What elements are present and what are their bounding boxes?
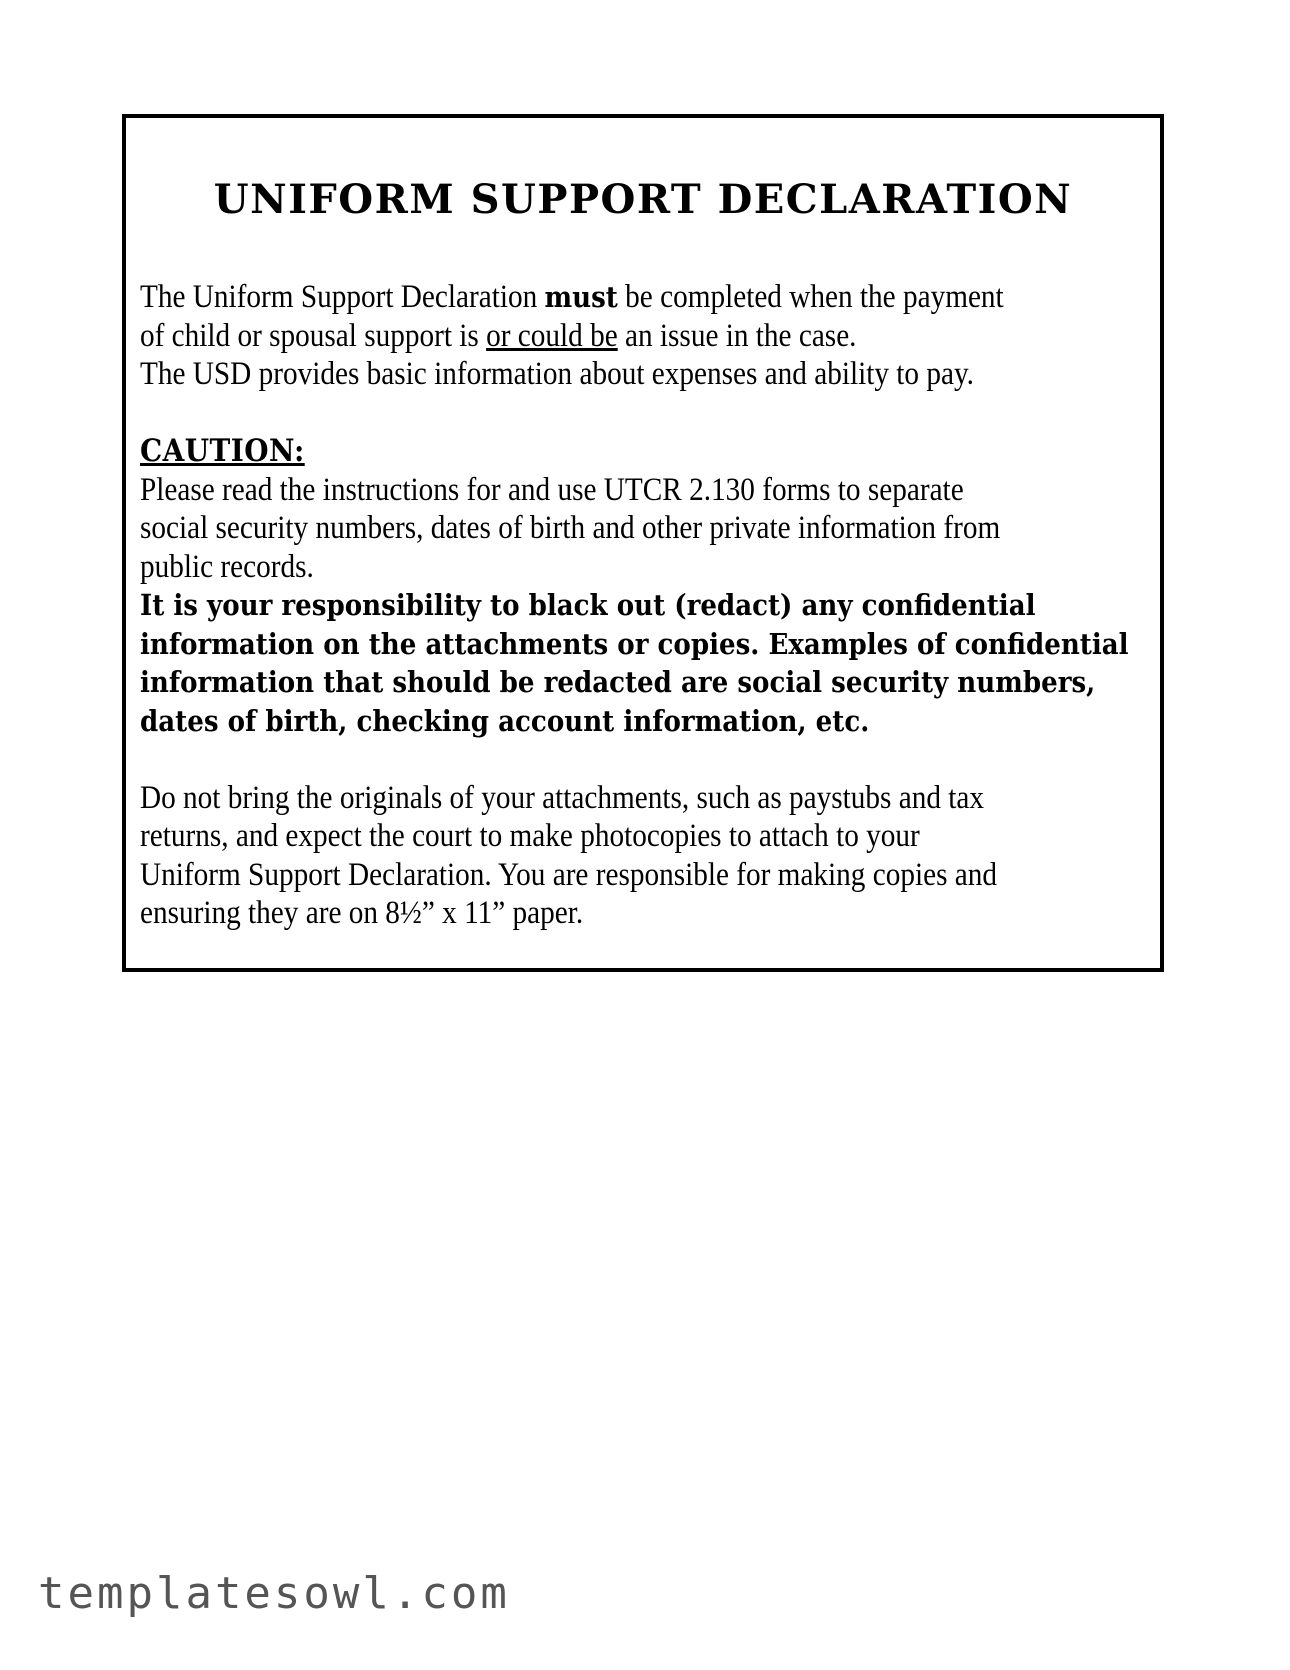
closing-line: Do not bring the originals of your attachments, such as paystubs and tax	[140, 779, 985, 816]
document-title: UNIFORM SUPPORT DECLARATION	[213, 176, 1073, 223]
closing-line: returns, and expect the court to make photocopies to attach to your	[140, 818, 920, 854]
caution-heading: CAUTION:	[140, 433, 305, 469]
watermark: templatesowl.com	[38, 1568, 510, 1619]
redact-warning-line: It is your responsibility to black out (redact) any confidential	[140, 588, 1036, 622]
closing-line: Uniform Support Declaration. You are responsible for making copies and	[140, 856, 998, 893]
intro-line-2	[140, 317, 1049, 356]
redact-warning-line: dates of birth, checking account information, etc.	[140, 703, 870, 738]
could-be-underline: or could be	[486, 317, 618, 354]
redact-warning-line: information on the attachments or copies. Examples of confidential	[140, 626, 1129, 661]
spacer	[140, 740, 1049, 779]
intro-text: The Uniform Support Declaration	[140, 279, 545, 315]
closing-line: ensuring they are on 8½” x 11” paper.	[140, 895, 584, 931]
must-emphasis: must	[544, 280, 618, 314]
intro-line-3: The USD provides basic information about expenses and ability to pay.	[140, 356, 974, 392]
redact-warning-line: information that should be redacted are social security numbers,	[140, 665, 1096, 699]
caution-heading-line	[140, 432, 1049, 471]
notice-content	[140, 278, 1129, 933]
intro-line-1	[140, 278, 1049, 317]
intro-text: be completed when the payment	[617, 279, 1004, 315]
caution-line: social security numbers, dates of birth and other private information from	[140, 510, 1001, 546]
spacer	[140, 394, 1049, 433]
caution-line: Please read the instructions for and use UTCR 2.130 forms to separate	[140, 471, 964, 508]
notice-box	[122, 114, 1164, 972]
intro-text: of child or spousal support is	[140, 317, 487, 354]
caution-line: public records.	[140, 548, 314, 585]
intro-text: an issue in the case.	[617, 317, 857, 354]
